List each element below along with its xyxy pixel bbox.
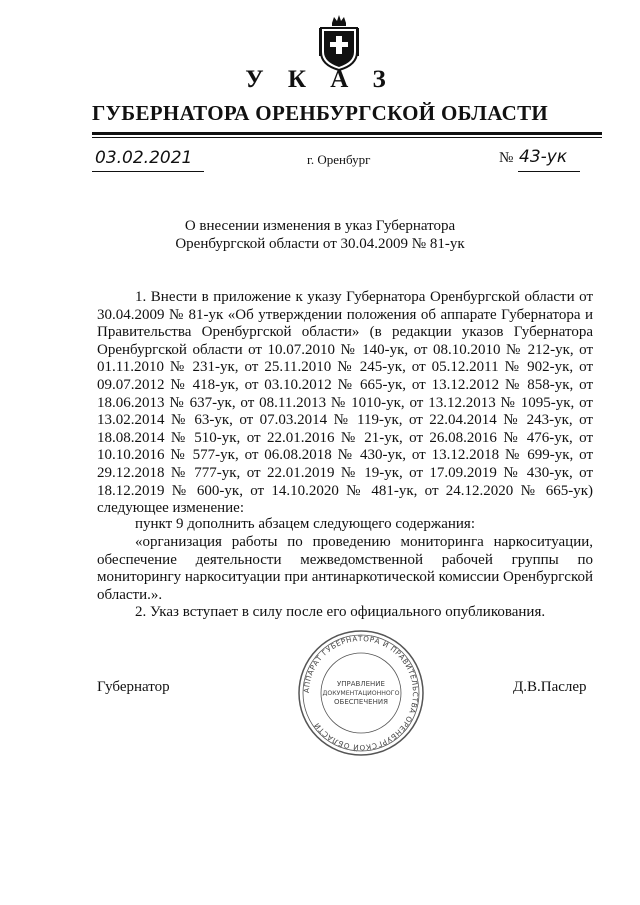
decree-heading-line2: Оренбургской области от 30.04.2009 № 81-ук	[175, 236, 465, 252]
paragraph-2: пункт 9 дополнить абзацем следующего содержания:	[135, 516, 475, 532]
header-rule-thick	[92, 132, 602, 135]
paragraph-3: «организация работы по проведению мониторинга наркоситуации, обеспечение деятельности межведомственной рабочей группы по мониторингу наркоситуации при антинаркотической комиссии Оренбургской области.».	[97, 534, 593, 603]
date-underline	[92, 171, 204, 172]
stamp-line1: УПРАВЛЕНИЕ	[337, 680, 385, 688]
issuer-title: ГУБЕРНАТОРА ОРЕНБУРГСКОЙ ОБЛАСТИ	[91, 101, 549, 125]
document-type-title: У К А З	[245, 66, 395, 93]
decree-date: 03.02.2021	[95, 148, 193, 168]
paragraph-1: 1. Внести в приложение к указу Губернатора Оренбургской области от 30.04.2009 № 81-ук «Об утверждении положения об аппарате Губернатора и Правительства Оренбургской области» (в редакции указов Губернатора Оренбургской области от 10.07.2010 № 140-ук, от 08.10.2010 № 212-ук, от 01.11.2010 № 231-ук, от 25.11.2010 № 245-ук, от 05.12.2011 № 902-ук, от 09.07.2012 № 418-ук, от 03.10.2012 № 665-ук, от 13.12.2012 № 858-ук, от 18.06.2013 № 637-ук, от 08.11.2013 № 1010-ук, от 13.12.2013 № 1095-ук, от 13.02.2014 № 63-ук, от 07.03.2014 № 119-ук, от 22.04.2014 № 243-ук, от 18.08.2014 № 510-ук, от 22.01.2016 № 21-ук, от 26.08.2016 № 476-ук, от 10.10.2016 № 577-ук, от 06.08.2018 № 430-ук, от 13.12.2018 № 699-ук, от 29.12.2018 № 777-ук, от 22.01.2019 № 19-ук, от 17.09.2019 № 430-ук, от 18.12.2019 № 600-ук, от 14.10.2020 № 481-ук, от 24.12.2020 № 665-ук) следующее изменение:	[97, 289, 593, 517]
signatory-name: Д.В.Паслер	[513, 679, 587, 695]
signatory-title: Губернатор	[97, 679, 170, 695]
stamp-line3: ОБЕСПЕЧЕНИЯ	[334, 698, 388, 706]
header-rule-thin	[92, 137, 602, 138]
number-underline	[518, 171, 580, 172]
decree-city: г. Оренбург	[307, 152, 371, 167]
decree-number: 43-ук	[519, 147, 568, 167]
stamp-outer-text: АППАРАТ ГУБЕРНАТОРА И ПРАВИТЕЛЬСТВА ОРЕНБУРГСКОЙ ОБЛАСТИ	[301, 633, 421, 753]
number-sign: №	[499, 150, 514, 166]
coat-of-arms-icon	[315, 12, 363, 72]
decree-heading-line1: О внесении изменения в указ Губернатора	[184, 218, 456, 234]
paragraph-4: 2. Указ вступает в силу после его официального опубликования.	[135, 604, 546, 620]
stamp-line2: ДОКУМЕНТАЦИОННОГО	[322, 690, 400, 697]
official-stamp	[296, 628, 426, 758]
